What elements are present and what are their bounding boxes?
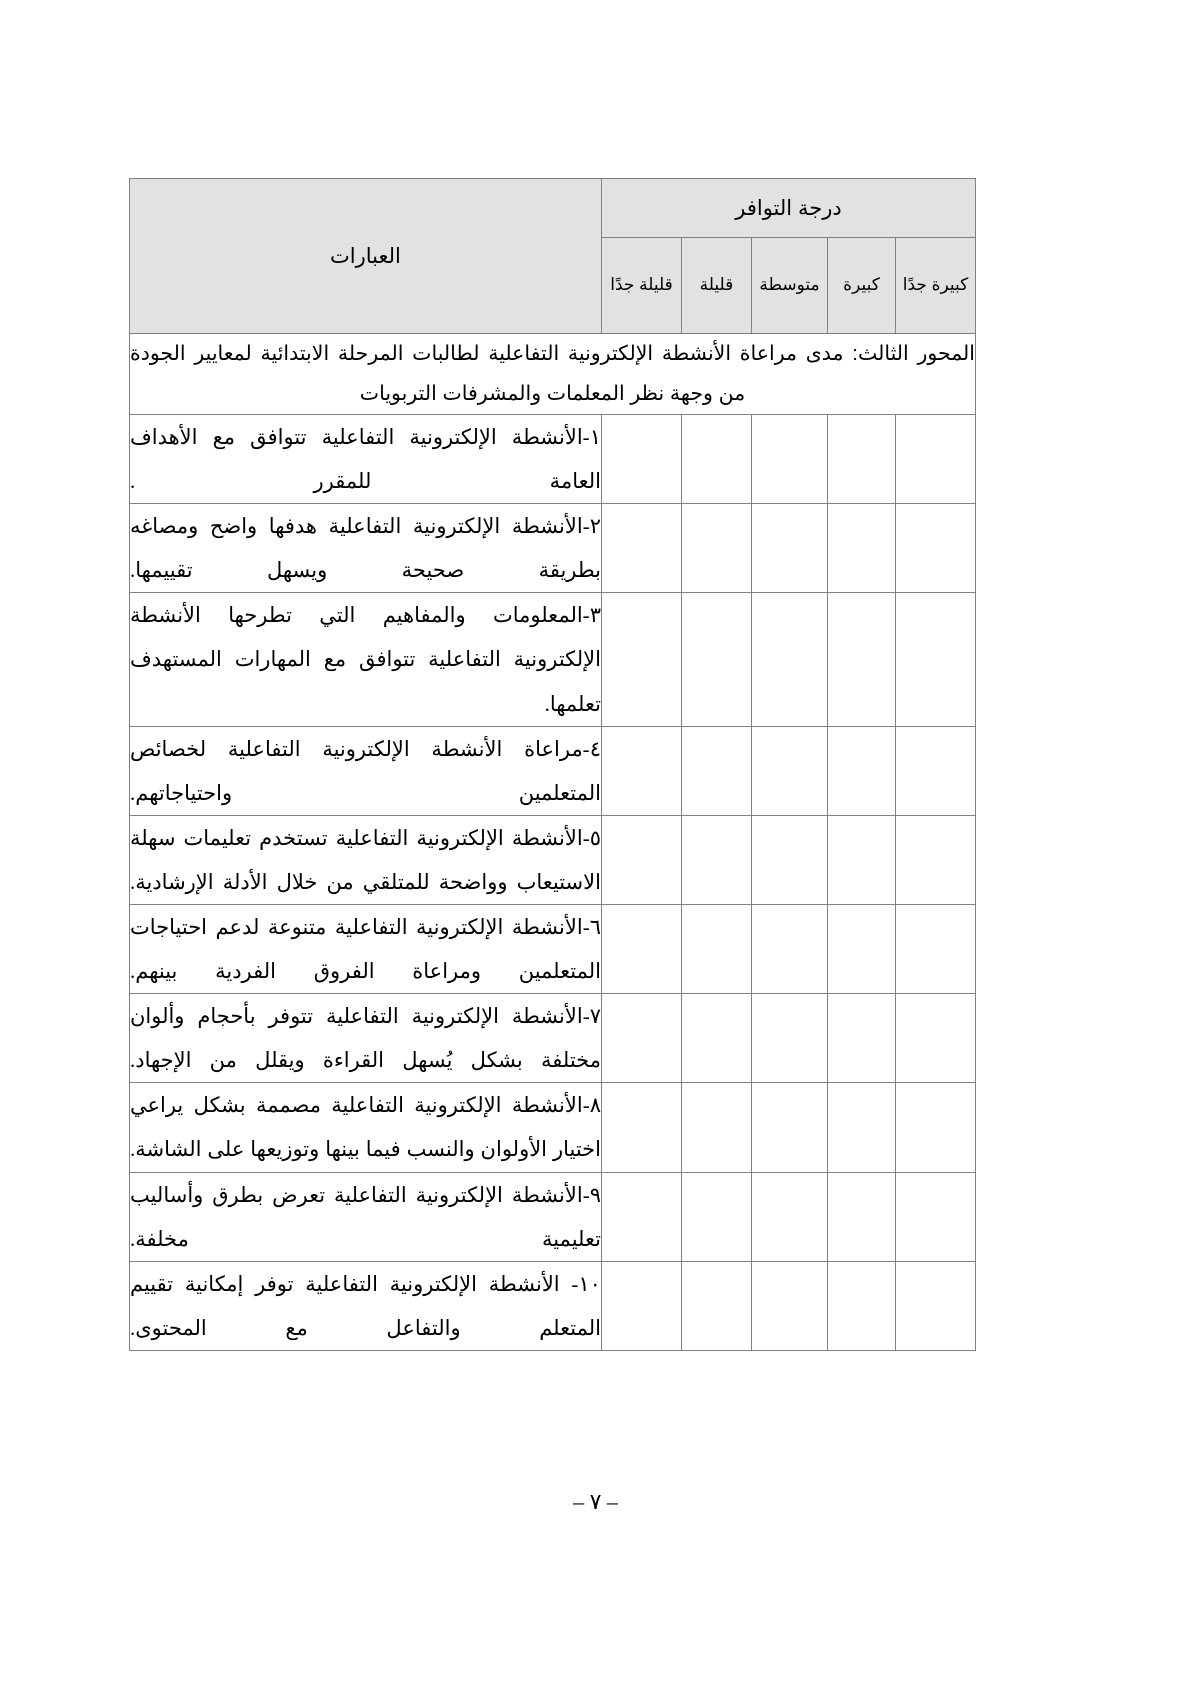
scale-header-high: كبيرة — [828, 238, 896, 334]
section-title-line-1: المحور الثالث: مدى مراعاة الأنشطة الإلكترونية التفاعلية لطالبات المرحلة الابتدائية لمعايير الجودة — [129, 342, 975, 365]
rating-cell-high[interactable] — [828, 994, 896, 1083]
rating-cell-medium[interactable] — [752, 815, 828, 904]
rating-cell-very-high[interactable] — [896, 904, 976, 993]
rating-cell-medium[interactable] — [752, 1083, 828, 1172]
rating-cell-high[interactable] — [828, 414, 896, 503]
statement-text: ٩-الأنشطة الإلكترونية التفاعلية تعرض بطرق وأساليب تعليمية مخلفة. — [129, 1172, 601, 1261]
statement-text: ٤-مراعاة الأنشطة الإلكترونية التفاعلية لخصائص المتعلمين واحتياجاتهم. — [129, 726, 601, 815]
rating-cell-medium[interactable] — [752, 904, 828, 993]
rating-cell-very-low[interactable] — [601, 1172, 681, 1261]
rating-cell-very-low[interactable] — [601, 504, 681, 593]
rating-cell-low[interactable] — [682, 1083, 752, 1172]
rating-cell-very-low[interactable] — [601, 994, 681, 1083]
rating-cell-high[interactable] — [828, 815, 896, 904]
rating-cell-high[interactable] — [828, 726, 896, 815]
table-row — [129, 726, 975, 815]
rating-cell-high[interactable] — [828, 1261, 896, 1350]
rating-cell-medium[interactable] — [752, 1261, 828, 1350]
rating-cell-low[interactable] — [682, 414, 752, 503]
table-header-group-row — [129, 179, 975, 238]
rating-cell-medium[interactable] — [752, 504, 828, 593]
survey-table — [129, 178, 976, 1351]
rating-cell-very-high[interactable] — [896, 1172, 976, 1261]
rating-cell-low[interactable] — [682, 593, 752, 726]
rating-cell-low[interactable] — [682, 726, 752, 815]
rating-cell-very-low[interactable] — [601, 815, 681, 904]
table-row — [129, 593, 975, 726]
table-row — [129, 1083, 975, 1172]
rating-cell-low[interactable] — [682, 1172, 752, 1261]
statement-text: ١-الأنشطة الإلكترونية التفاعلية تتوافق مع الأهداف العامة للمقرر . — [129, 414, 601, 503]
rating-cell-very-high[interactable] — [896, 726, 976, 815]
rating-cell-very-high[interactable] — [896, 593, 976, 726]
table-row — [129, 414, 975, 503]
rating-cell-very-high[interactable] — [896, 414, 976, 503]
rating-cell-very-low[interactable] — [601, 1083, 681, 1172]
rating-cell-medium[interactable] — [752, 593, 828, 726]
table-row — [129, 504, 975, 593]
rating-cell-medium[interactable] — [752, 1172, 828, 1261]
availability-degree-header: درجة التوافر — [601, 179, 975, 238]
rating-cell-high[interactable] — [828, 593, 896, 726]
rating-cell-very-high[interactable] — [896, 994, 976, 1083]
rating-cell-very-low[interactable] — [601, 726, 681, 815]
rating-cell-medium[interactable] — [752, 726, 828, 815]
table-row — [129, 1261, 975, 1350]
rating-cell-low[interactable] — [682, 904, 752, 993]
table-row — [129, 815, 975, 904]
scale-header-low: قليلة — [682, 238, 752, 334]
statement-text: ٣-المعلومات والمفاهيم التي تطرحها الأنشطة الإلكترونية التفاعلية تتوافق مع المهارات المستهدف تعلمها. — [129, 593, 601, 726]
statement-text: ١٠- الأنشطة الإلكترونية التفاعلية توفر إمكانية تقييم المتعلم والتفاعل مع المحتوى. — [129, 1261, 601, 1350]
statement-text: ٧-الأنشطة الإلكترونية التفاعلية تتوفر بأحجام وألوان مختلفة بشكل يُسهل القراءة ويقلل من الإجهاد. — [129, 994, 601, 1083]
rating-cell-high[interactable] — [828, 504, 896, 593]
scale-header-medium: متوسطة — [752, 238, 828, 334]
rating-cell-very-low[interactable] — [601, 1261, 681, 1350]
rating-cell-high[interactable] — [828, 1083, 896, 1172]
statement-text: ٨-الأنشطة الإلكترونية التفاعلية مصممة بشكل يراعي اختيار الأولوان والنسب فيما بينها وتوزيعها على الشاشة. — [129, 1083, 601, 1172]
rating-cell-medium[interactable] — [752, 994, 828, 1083]
rating-cell-medium[interactable] — [752, 414, 828, 503]
rating-cell-high[interactable] — [828, 1172, 896, 1261]
rating-cell-high[interactable] — [828, 904, 896, 993]
page-number: – ٧ – — [573, 1489, 618, 1514]
rating-cell-very-low[interactable] — [601, 414, 681, 503]
rating-cell-low[interactable] — [682, 994, 752, 1083]
statement-text: ٦-الأنشطة الإلكترونية التفاعلية متنوعة لدعم احتياجات المتعلمين ومراعاة الفروق الفردية بينهم. — [129, 904, 601, 993]
rating-cell-very-high[interactable] — [896, 815, 976, 904]
rating-cell-very-low[interactable] — [601, 904, 681, 993]
section-title — [129, 334, 975, 415]
table-row — [129, 1172, 975, 1261]
rating-cell-low[interactable] — [682, 1261, 752, 1350]
statement-text: ٥-الأنشطة الإلكترونية التفاعلية تستخدم تعليمات سهلة الاستيعاب وواضحة للمتلقي من خلال الأدلة الإرشادية. — [129, 815, 601, 904]
scale-header-very-low: قليلة جدًا — [601, 238, 681, 334]
statements-header: العبارات — [129, 179, 601, 334]
section-title-row — [129, 334, 975, 415]
rating-cell-very-high[interactable] — [896, 504, 976, 593]
rating-cell-very-high[interactable] — [896, 1261, 976, 1350]
table-row — [129, 904, 975, 993]
scale-header-very-high: كبيرة جدًا — [896, 238, 976, 334]
table-row — [129, 994, 975, 1083]
section-title-line-2: من وجهة نظر المعلمات والمشرفات التربويات — [359, 381, 746, 405]
rating-cell-low[interactable] — [682, 504, 752, 593]
rating-cell-very-low[interactable] — [601, 593, 681, 726]
statement-text: ٢-الأنشطة الإلكترونية التفاعلية هدفها واضح ومصاغه بطريقة صحيحة ويسهل تقييمها. — [129, 504, 601, 593]
rating-cell-low[interactable] — [682, 815, 752, 904]
rating-cell-very-high[interactable] — [896, 1083, 976, 1172]
